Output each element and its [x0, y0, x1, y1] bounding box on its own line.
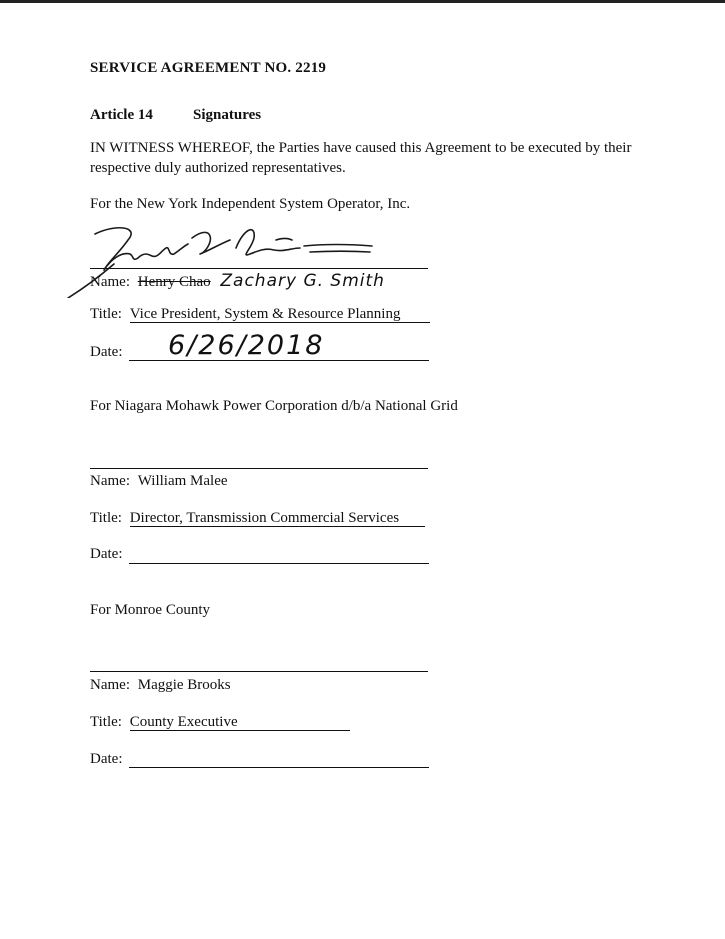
party3-name-row: [90, 677, 231, 694]
party1-title-label: Title:: [90, 306, 122, 322]
party2-title-value: Director, Transmission Commercial Services: [130, 511, 425, 527]
party1-date-label: Date:: [90, 344, 123, 360]
party3-date-line: [129, 767, 429, 768]
party2-date-line: [129, 563, 429, 564]
party2-heading: For Niagara Mohawk Power Corporation d/b/a National Grid: [90, 398, 458, 414]
party2-date-label: Date:: [90, 546, 123, 562]
party1-title-row: [90, 306, 430, 323]
paragraph-line-1: IN WITNESS WHEREOF, the Parties have caused this Agreement to be executed by their: [90, 140, 632, 156]
party3-title-value: County Executive: [130, 715, 350, 731]
article-heading: [90, 107, 261, 124]
article-number: Article 14: [90, 107, 153, 123]
party2-name-value: William Malee: [137, 473, 228, 489]
party2-title-row: [90, 510, 425, 527]
party1-title-value: Vice President, System & Resource Planning: [130, 307, 430, 323]
document-title: SERVICE AGREEMENT NO. 2219: [90, 60, 327, 76]
party2-name-row: [90, 473, 228, 490]
party2-name-label: Name:: [90, 473, 130, 489]
party1-handwritten-name: Zachary G. Smith: [220, 271, 385, 291]
party3-name-value: Maggie Brooks: [137, 677, 231, 693]
witness-paragraph: [90, 138, 690, 178]
party1-heading: For the New York Independent System Operator, Inc.: [90, 196, 411, 212]
party2-signature-line: [90, 468, 428, 469]
party1-name-row: [90, 271, 385, 291]
paragraph-line-2: respective duly authorized representatives.: [90, 160, 346, 176]
party1-date-value: 6/26/2018: [168, 330, 325, 361]
party3-signature-line: [90, 671, 428, 672]
party3-name-label: Name:: [90, 677, 130, 693]
party2-title-label: Title:: [90, 510, 122, 526]
party1-name-label: Name:: [90, 274, 130, 290]
party1-signature-line: [90, 268, 428, 269]
article-title: Signatures: [193, 107, 262, 123]
party3-title-label: Title:: [90, 714, 122, 730]
party3-title-row: [90, 714, 350, 731]
party3-date-label: Date:: [90, 751, 123, 767]
party3-heading: For Monroe County: [90, 602, 210, 618]
top-border-line: [0, 0, 725, 3]
party1-struck-name: Henry Chao: [137, 274, 211, 290]
